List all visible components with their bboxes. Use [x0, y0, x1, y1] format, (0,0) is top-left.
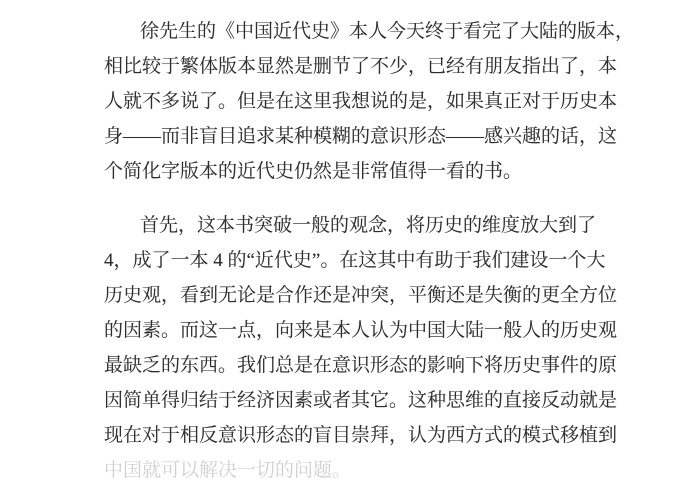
- paragraph: [104, 14, 635, 189]
- text-line: 现在对于相反意识形态的盲目崇拜，认为西方式的模式移植到: [104, 425, 618, 446]
- text-line: 徐先生的《中国近代史》本人今天终于看完了大陆的版本，: [140, 21, 635, 42]
- text-line: 首先，这本书突破一般的观念，将历史的维度放大到了: [140, 215, 597, 236]
- text-line: 最缺乏的东西。我们总是在意识形态的影响下将历史事件的原: [104, 355, 618, 376]
- text-line: 4，成了一本 4 的“近代史”。在这其中有助于我们建设一个大: [104, 250, 606, 271]
- text-line: 历史观，看到无论是合作还是冲突，平衡还是失衡的更全方位: [104, 285, 618, 306]
- paragraph: [104, 208, 624, 488]
- text-line: 身——而非盲目追求某种模糊的意识形态——感兴趣的话，这: [104, 126, 618, 147]
- text-line: 因简单得归结于经济因素或者其它。这种思维的直接反动就是: [104, 390, 618, 411]
- text-line: 相比较于繁体版本显然是删节了不少，已经有朋友指出了，本: [104, 56, 618, 77]
- text-line: 人就不多说了。但是在这里我想说的是，如果真正对于历史本: [104, 91, 618, 112]
- text-line: 的因素。而这一点，向来是本人认为中国大陆一般人的历史观: [104, 320, 618, 341]
- text-line: 中国就可以解决一切的问题。: [104, 460, 352, 481]
- text-line: 个简化字版本的近代史仍然是非常值得一看的书。: [104, 161, 523, 182]
- review-text-block: [104, 14, 635, 488]
